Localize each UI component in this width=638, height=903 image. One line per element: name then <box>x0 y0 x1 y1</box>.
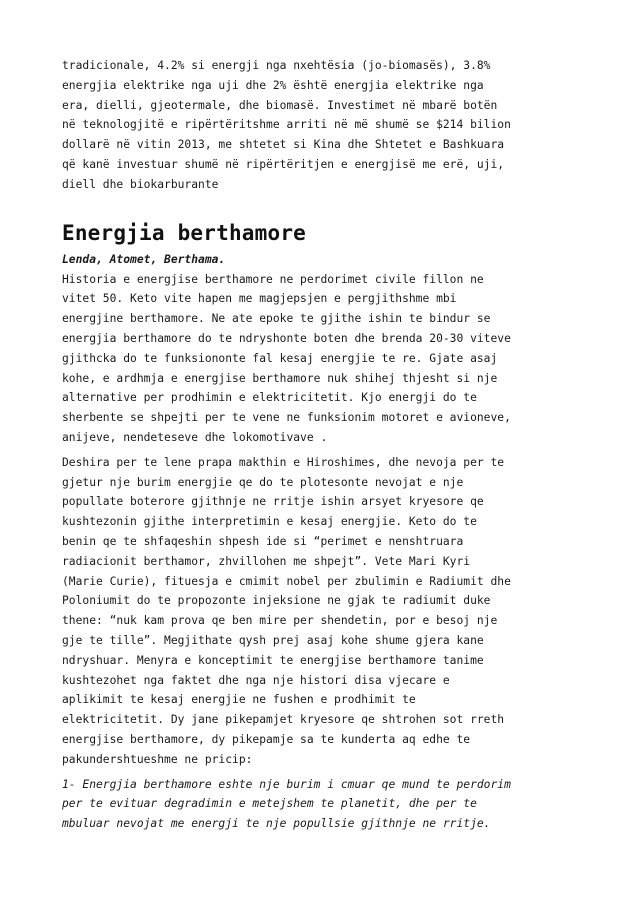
body-paragraph-desire: Deshira per te lene prapa makthin e Hiroshimes, dhe nevoja per te gjetur nje burim energjie qe do te plotesonte nevojat e nje popullate boterore gjithnje ne rritje ishin arsyet kryesore qe kushtezonin gjithe interpretimin e kesaj energjie. Keto do te benin qe te shfaqeshin shpesh ide si “perimet e nenshtruara radiacionit berthamor, zhvillohen me shpejt”. Vete Mari Kyri (Marie Curie), fituesja e cmimit nobel per zbulimin e Radiumit dhe Poloniumit do te propozonte injeksione ne gjak te radiumit duke thene: “nuk kam prova qe ben mire per shendetin, por e besoj nje gje te tille”. Megjithate qysh prej asaj kohe shume gjera kane ndryshuar. Menyra e konceptimit te energjise berthamore tanime kushtezohet nga faktet dhe nga nje histori disa vjecare e aplikimit te kesaj energjie ne fushen e prodhimit te elektricitetit. Dy jane pikepamjet kryesore qe shtrohen sot rreth energjise berthamore, dy pikepamje sa te kunderta aq edhe te pakundershtueshme ne pricip: <box>62 455 511 766</box>
document-page <box>62 56 582 834</box>
body-paragraph-viewpoint-1: 1- Energjia berthamore eshte nje burim i cmuar qe mund te perdorim per te evituar degradimin e metejshem te planetit, dhe per te mbuluar nevojat me energji te nje popullsie gjithnje ne rritje. <box>62 777 511 831</box>
body-paragraph-history: Historia e energjise berthamore ne perdorimet civile fillon ne vitet 50. Keto vite hapen me magjepsjen e pergjithshme mbi energjine berthamore. Ne ate epoke te gjithe ishin te bindur se energjia berthamore do te ndryshonte boten dhe brenda 20-30 viteve gjithcka do te funksiononte fal kesaj energjie te re. Gjate asaj kohe, e ardhmja e energjise berthamore nuk shihej thjesht si nje alternative per prodhimin e elektricitetit. Kjo energji do te sherbente se shpejti per te vene ne funksionim motoret e avioneve, anijeve, nendeteseve dhe lokomotivave . <box>62 272 511 444</box>
section-subheading: Lenda, Atomet, Berthama. <box>62 252 226 266</box>
section-heading: Energjia berthamore <box>62 220 307 245</box>
intro-paragraph: tradicionale, 4.2% si energji nga nxehtësia (jo-biomasës), 3.8% energjia elektrike nga uji dhe 2% është energjia elektrike nga era, dielli, gjeotermale, dhe biomasë. Investimet në mbarë botën në teknologjitë e ripërtëritshme arriti në më shumë se $214 bilion dollarë në vitin 2013, me shtetet si Kina dhe Shtetet e Bashkuara që kanë investuar shumë në ripërtëritjen e energjisë me erë, uji, diell dhe biokarburante <box>62 59 511 191</box>
